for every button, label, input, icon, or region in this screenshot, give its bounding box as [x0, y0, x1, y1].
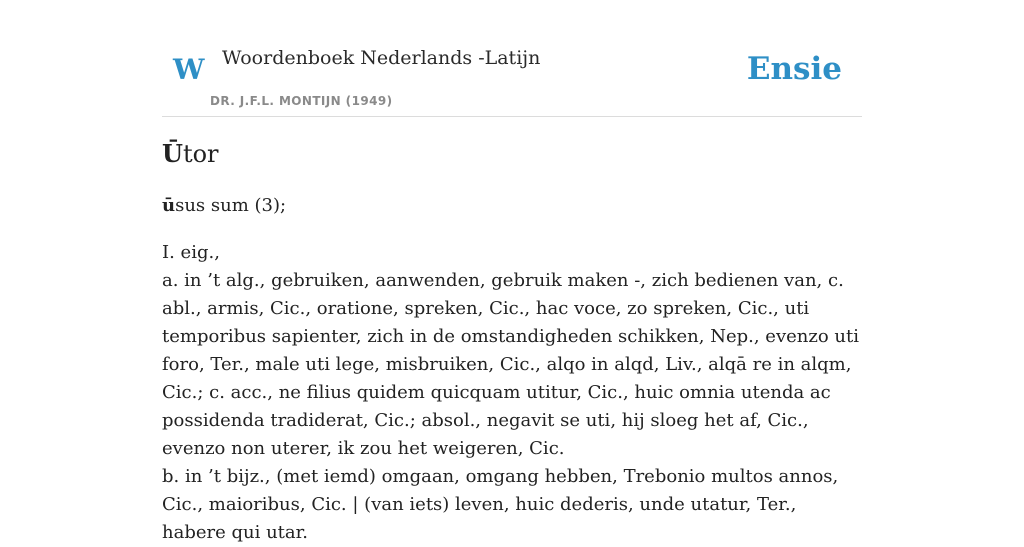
- definition-line: I. eig.,: [162, 242, 220, 263]
- entry-principal-parts: [162, 192, 286, 220]
- entry-forms-rest: sus sum (3);: [175, 195, 287, 216]
- site-header: [162, 0, 862, 117]
- definition-line: b. in ’t bijz., (met iemd) omgaan, omgang hebben, Trebonio multos annos, Cic., maioribus, Cic. | (van iets) leven, huic dederis, unde utatur, Ter., habere qui utar.: [162, 466, 839, 543]
- entry-title-rest: tor: [182, 140, 219, 168]
- definition-line: a. in ’t alg., gebruiken, aanwenden, gebruik maken -, zich bedienen van, c. abl., armis, Cic., oratione, spreken, Cic., hac voce, zo spreken, Cic., uti temporibus sapienter, zich in de omstandigheden schikken, Nep., evenzo uti foro, Ter., male uti lege, misbruiken, Cic., alqo in alqd, Liv., alqā re in alqm, Cic.; c. acc., ne filius quidem quicquam utitur, Cic., huic omnia utenda ac possidenda tradiderat, Cic.; absol., negavit se uti, hij sloeg het af, Cic., evenzo non uterer, ik zou het weigeren, Cic.: [162, 270, 859, 459]
- dictionary-logo-icon[interactable]: W: [173, 53, 205, 86]
- entry-title-initial: Ū: [162, 139, 183, 168]
- entry-definition: [162, 239, 862, 547]
- entry-forms-initial: ū: [162, 195, 176, 216]
- dictionary-author: DR. J.F.L. MONTIJN (1949): [210, 94, 393, 108]
- ensie-brand-link[interactable]: Ensie: [746, 51, 842, 87]
- entry-title: [162, 136, 219, 172]
- dictionary-title[interactable]: Woordenboek Nederlands -Latijn: [222, 47, 541, 69]
